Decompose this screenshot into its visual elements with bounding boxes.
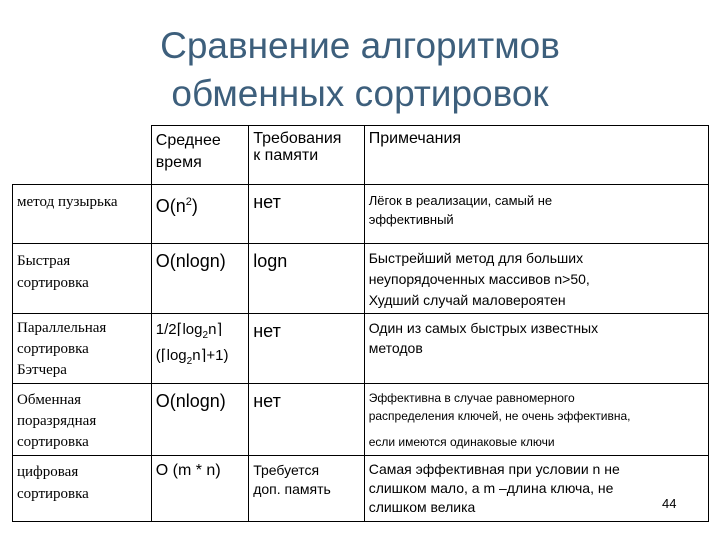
header-average-time	[151, 126, 248, 185]
method-name	[13, 456, 152, 522]
header-average-time-line-1: Среднее	[155, 132, 221, 149]
header-notes	[364, 126, 708, 185]
method-name-line: Быстрая	[17, 253, 71, 269]
method-name-line: сортировка	[17, 275, 89, 291]
slide-title	[100, 22, 620, 118]
header-memory-line-1: Требования	[253, 130, 342, 147]
time-subscript: 2	[186, 356, 193, 367]
average-time	[151, 314, 248, 384]
method-name-line: Обменная	[17, 392, 82, 408]
method-name	[13, 185, 152, 244]
average-time	[151, 185, 248, 244]
header-empty-cell	[13, 126, 152, 185]
table-row	[13, 185, 709, 244]
memory-requirement-text: нет	[253, 192, 281, 212]
memory-requirement	[249, 314, 364, 384]
notes-line: Быстрейший метод для больших	[368, 250, 584, 266]
table-row	[13, 384, 709, 456]
time-part: (⌈log	[155, 347, 187, 364]
memory-requirement	[249, 244, 364, 314]
title-line-2: обменных сортировок	[171, 73, 549, 114]
time-part: n⌉	[208, 321, 223, 338]
average-time-exponent: 2	[185, 196, 192, 208]
comparison-table	[12, 125, 709, 522]
page-number: 44	[662, 496, 677, 511]
average-time	[151, 244, 248, 314]
notes-line: Худший случай маловероятен	[368, 292, 566, 308]
average-time-text: O (m * n)	[155, 462, 221, 479]
average-time-end: )	[191, 196, 198, 216]
notes-line: Эффективна в случае равномерного	[368, 391, 575, 405]
notes-line: распределения ключей, не очень эффективна,	[368, 409, 631, 423]
memory-requirement-text: нет	[253, 391, 281, 411]
method-name-line: сортировка	[17, 434, 89, 450]
title-line-1: Сравнение алгоритмов	[160, 25, 560, 66]
notes-line: слишком мало, а m –длина ключа, не	[368, 480, 614, 496]
method-name-text: метод пузырька	[17, 194, 118, 210]
notes-line: эффективный	[368, 212, 454, 227]
header-memory-line-2: к памяти	[253, 147, 319, 164]
notes-line: неупорядоченных массивов n>50,	[368, 271, 590, 287]
method-name	[13, 384, 152, 456]
memory-requirement-line: доп. память	[253, 481, 331, 497]
average-time-line-1	[156, 320, 244, 346]
memory-requirement-text: logn	[253, 251, 288, 271]
notes	[364, 314, 708, 384]
average-time	[151, 456, 248, 522]
table-row	[13, 314, 709, 384]
memory-requirement	[249, 456, 364, 522]
notes-line: слишком велика	[368, 499, 476, 515]
notes	[364, 384, 708, 456]
method-name	[13, 314, 152, 384]
time-part: 1/2⌈log	[155, 321, 203, 338]
average-time-line-2	[156, 346, 244, 372]
notes-line: если имеются одинаковые ключи	[368, 435, 555, 449]
memory-requirement	[249, 185, 364, 244]
table-row	[13, 456, 709, 522]
header-average-time-line-2: время	[155, 154, 202, 171]
memory-requirement-line: Требуется	[253, 462, 320, 478]
average-time-text: O(nlogn)	[155, 391, 226, 411]
time-part: n⌉+1)	[192, 347, 229, 364]
notes-line: методов	[368, 340, 423, 356]
table-row	[13, 244, 709, 314]
method-name-line: цифровая	[17, 464, 79, 480]
method-name-line: сортировка	[17, 341, 89, 357]
notes	[364, 456, 708, 522]
average-time-base: O(n	[155, 196, 186, 216]
method-name-line: Параллельная	[17, 320, 107, 336]
header-notes-label: Примечания	[368, 130, 462, 147]
method-name-line: сортировка	[17, 486, 89, 502]
time-subscript: 2	[202, 330, 209, 341]
method-name-line: поразрядная	[17, 413, 97, 429]
header-row	[13, 126, 709, 185]
header-memory	[249, 126, 364, 185]
notes	[364, 244, 708, 314]
memory-requirement-text: нет	[253, 321, 281, 341]
method-name-line: Бэтчера	[17, 362, 67, 378]
notes-line: Самая эффективная при условии n не	[368, 461, 620, 477]
average-time	[151, 384, 248, 456]
notes	[364, 185, 708, 244]
average-time-text: O(nlogn)	[155, 251, 226, 271]
memory-requirement	[249, 384, 364, 456]
notes-line: Лёгок в реализации, самый не	[368, 193, 553, 208]
method-name	[13, 244, 152, 314]
notes-line: Один из самых быстрых известных	[368, 320, 599, 336]
